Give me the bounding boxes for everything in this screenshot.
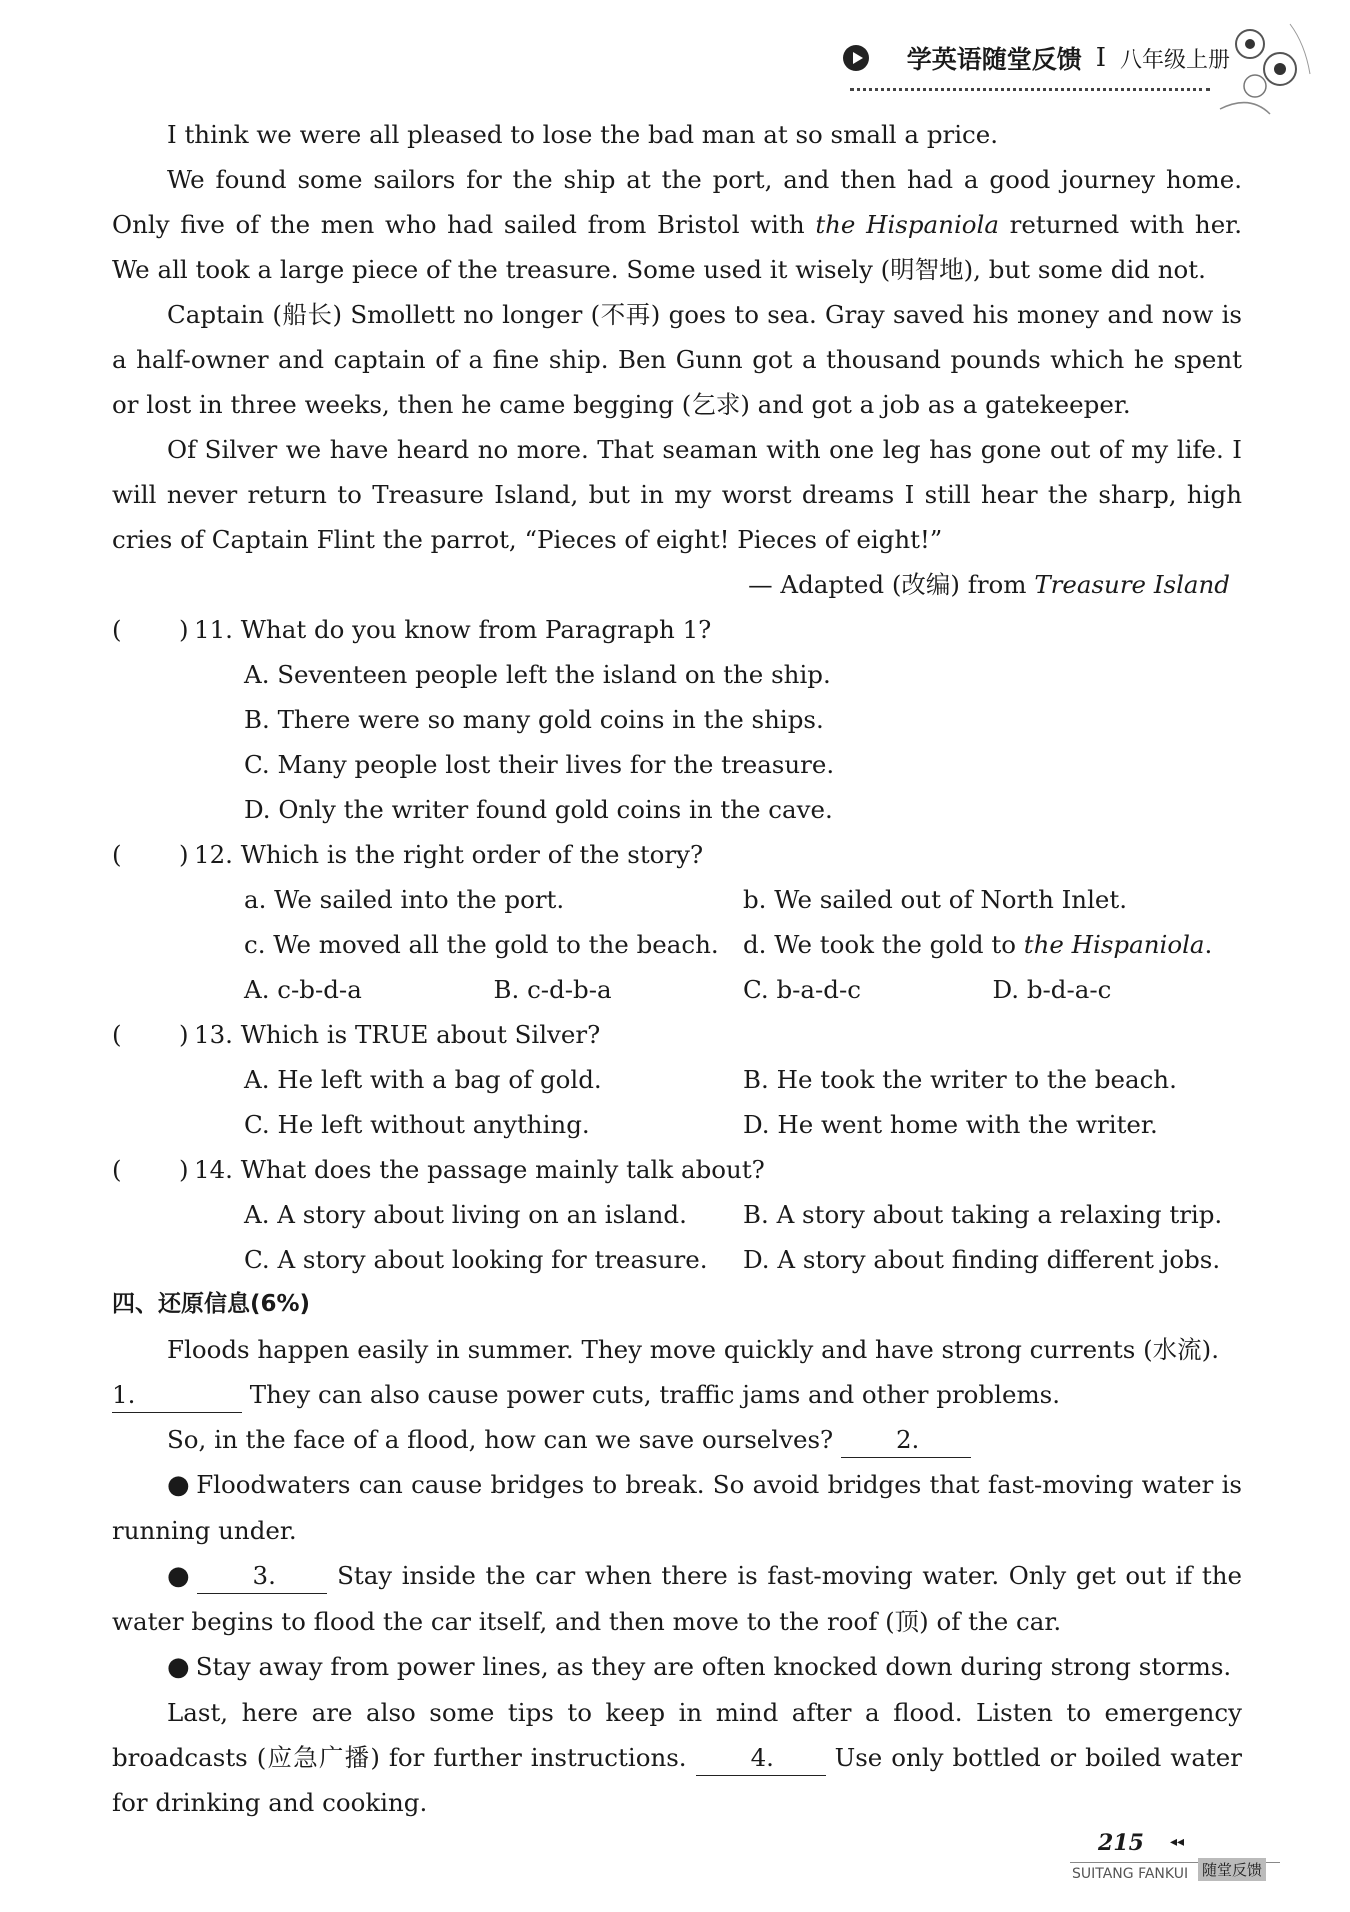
event-a: a. We sailed into the port. <box>244 885 565 914</box>
option-row <box>112 1057 1242 1102</box>
option-row <box>112 1192 1242 1237</box>
option-c: C. b-a-d-c <box>743 975 861 1004</box>
event-row <box>112 922 1242 967</box>
passage-paragraph: We found some sailors for the ship at the port, and then had a good journey home. Only five of the men who had sailed from Bristol with the Hispaniola returned with her. We all took a large piece of the treasure. Some used it wisely (明智地), but some did not. <box>112 165 1242 284</box>
question-stem: 13. Which is TRUE about Silver? <box>194 1020 601 1049</box>
header-separator: I <box>1095 43 1106 73</box>
bullet-icon: ● <box>167 1652 190 1682</box>
answer-blank-2[interactable]: 2. <box>841 1423 971 1458</box>
page-content <box>112 112 1242 1825</box>
passage-paragraph: Captain (船长) Smollett no longer (不再) goes to sea. Gray saved his money and now is a half-owner and captain of a fine ship. Ben Gunn got a thousand pounds which he spent or lost in three weeks, then he came begging (乞求) and got a job as a gatekeeper. <box>112 300 1242 419</box>
section-title: 四、还原信息(6%) <box>112 1291 311 1317</box>
ship-name: the Hispaniola <box>815 210 999 239</box>
question-14 <box>112 1147 1242 1192</box>
option-b: B. A story about taking a relaxing trip. <box>743 1200 1223 1229</box>
play-icon <box>843 45 869 71</box>
event-b: b. We sailed out of North Inlet. <box>743 885 1128 914</box>
passage-paragraph: Of Silver we have heard no more. That seaman with one leg has gone out of my life. I will never return to Treasure Island, but in my worst dreams I still hear the sharp, high cries of Captain Flint the parrot, “Pieces of eight! Pieces of eight!” <box>112 435 1242 554</box>
option-a: A. A story about living on an island. <box>244 1200 687 1229</box>
answer-blank-1[interactable]: 1. <box>112 1378 242 1413</box>
footer-pinyin: SUITANG FANKUI <box>1072 1866 1189 1882</box>
arrows-icon: ◂◂ <box>1170 1834 1185 1850</box>
option-d: D. b-d-a-c <box>992 975 1112 1004</box>
event-row <box>112 877 1242 922</box>
flood-paragraph: So, in the face of a flood, how can we save ourselves? 2. <box>112 1417 1242 1462</box>
answer-bracket-close: ) <box>179 1020 189 1049</box>
option-d: D. He went home with the writer. <box>743 1110 1158 1139</box>
question-stem: 14. What does the passage mainly talk about? <box>194 1155 765 1184</box>
answer-bracket-open[interactable]: ( <box>112 1155 122 1184</box>
flood-paragraph: Last, here are also some tips to keep in mind after a flood. Listen to emergency broadcasts (应急广播) for further instructions. 4. Use only bottled or boiled water for drinking and cooking. <box>112 1698 1242 1817</box>
option-b: B. There were so many gold coins in the ships. <box>244 705 824 734</box>
answer-bracket-open[interactable]: ( <box>112 840 122 869</box>
option-a: A. c-b-d-a <box>244 975 362 1004</box>
answer-bracket-close: ) <box>179 615 189 644</box>
bullet-item: ● 3. Stay inside the car when there is fast-moving water. Only get out if the water begins to flood the car itself, and then move to the roof (顶) of the car. <box>112 1561 1242 1636</box>
header-divider <box>850 88 1210 91</box>
option-row <box>112 1102 1242 1147</box>
source-credit: — Adapted (改编) from Treasure Island <box>748 570 1230 599</box>
option-b: B. He took the writer to the beach. <box>743 1065 1177 1094</box>
grade-label: 八年级上册 <box>1119 47 1230 73</box>
answer-blank-3[interactable]: 3. <box>197 1559 327 1594</box>
page-header <box>843 40 1230 76</box>
bullet-icon: ● <box>167 1470 191 1500</box>
page-number: 215 <box>1098 1830 1144 1856</box>
event-d: d. We took the gold to the Hispaniola. <box>743 930 1213 959</box>
option-b: B. c-d-b-a <box>493 975 612 1004</box>
question-stem: 12. Which is the right order of the story? <box>194 840 704 869</box>
bullet-item: ● Stay away from power lines, as they are often knocked down during strong storms. <box>167 1652 1232 1682</box>
question-13 <box>112 1012 1242 1057</box>
answer-blank-4[interactable]: 4. <box>696 1741 826 1776</box>
bullet-item: ● Floodwaters can cause bridges to break. So avoid bridges that fast-moving water is running under. <box>112 1470 1242 1545</box>
question-stem: 11. What do you know from Paragraph 1? <box>194 615 712 644</box>
flood-paragraph: Floods happen easily in summer. They move quickly and have strong currents (水流). <box>167 1335 1219 1364</box>
option-a: A. He left with a bag of gold. <box>244 1065 602 1094</box>
answer-bracket-close: ) <box>179 1155 189 1184</box>
passage-paragraph: I think we were all pleased to lose the bad man at so small a price. <box>167 120 999 149</box>
option-c: C. He left without anything. <box>244 1110 590 1139</box>
book-title: 学英语随堂反馈 <box>906 45 1082 74</box>
footer-tag: 随堂反馈 <box>1198 1858 1266 1881</box>
option-d: D. A story about finding different jobs. <box>743 1245 1221 1274</box>
option-row <box>112 1237 1242 1282</box>
question-11 <box>112 607 1242 652</box>
option-c: C. A story about looking for treasure. <box>244 1245 708 1274</box>
option-d: D. Only the writer found gold coins in the cave. <box>244 795 833 824</box>
bullet-icon: ● <box>167 1561 192 1591</box>
answer-bracket-open[interactable]: ( <box>112 615 122 644</box>
flood-paragraph: 1. They can also cause power cuts, traffic jams and other problems. <box>112 1372 1242 1417</box>
option-row <box>112 967 1242 1012</box>
question-12 <box>112 832 1242 877</box>
event-c: c. We moved all the gold to the beach. <box>244 930 719 959</box>
option-c: C. Many people lost their lives for the treasure. <box>244 750 835 779</box>
answer-bracket-open[interactable]: ( <box>112 1020 122 1049</box>
answer-bracket-close: ) <box>179 840 189 869</box>
option-a: A. Seventeen people left the island on the ship. <box>244 660 831 689</box>
